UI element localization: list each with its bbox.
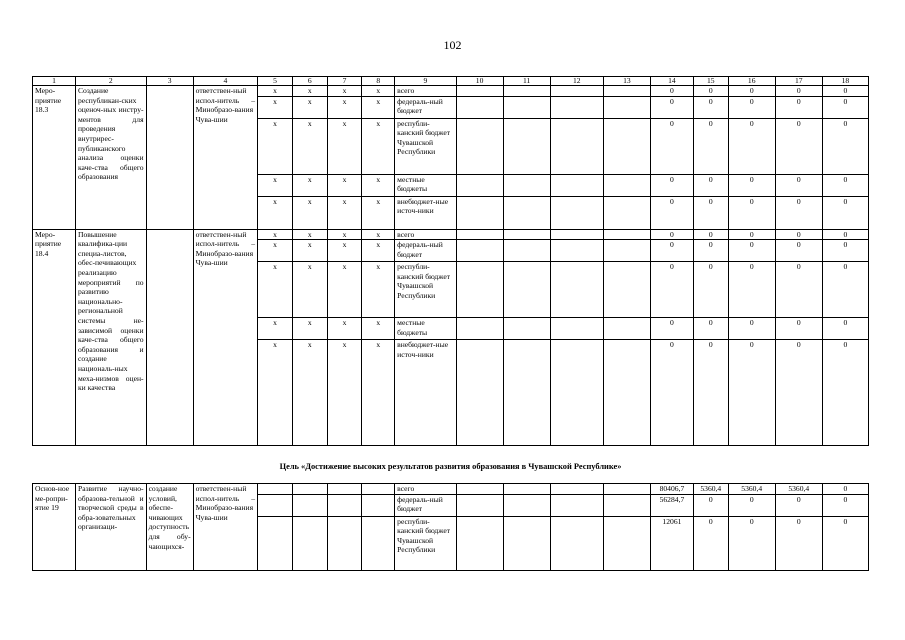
value-cell: 0 [693,174,728,196]
funding-source: федераль-ный бюджет [395,96,456,118]
header-row [33,77,869,86]
funding-source: местные бюджеты [395,174,456,196]
value-cell: 56284,7 [650,494,693,516]
x-mark: х [327,240,362,262]
x-mark: х [362,229,395,240]
value-cell: 12061 [650,516,693,570]
value-cell: 0 [728,196,775,229]
value-cell: 0 [728,96,775,118]
x-mark: х [292,340,327,446]
budget-table-top [32,76,869,446]
value-cell: 0 [822,229,868,240]
x-mark: х [327,229,362,240]
value-cell: 0 [775,318,822,340]
value-cell: 0 [822,174,868,196]
x-mark: х [362,340,395,446]
value-cell: 0 [775,96,822,118]
value-cell: 0 [728,494,775,516]
value-cell: 0 [728,240,775,262]
value-cell: 0 [728,86,775,97]
value-cell: 5360,4 [775,484,822,495]
x-mark: х [362,318,395,340]
x-mark: х [327,86,362,97]
funding-source: местные бюджеты [395,318,456,340]
x-mark: х [258,174,293,196]
col-header: 7 [327,77,362,86]
value-cell: 0 [693,240,728,262]
value-cell: 0 [693,340,728,446]
funding-source: всего [395,86,456,97]
value-cell: 0 [775,494,822,516]
value-cell: 0 [775,86,822,97]
activity-name: Развитие научно-образова-тельной и творческой среды в обра-зовательных организаци- [75,484,146,571]
x-mark: х [258,118,293,174]
x-mark: х [292,229,327,240]
col-header: 18 [822,77,868,86]
value-cell: 0 [693,262,728,318]
col-header: 16 [728,77,775,86]
value-cell: 5360,4 [728,484,775,495]
value-cell: 0 [693,86,728,97]
x-mark: х [292,196,327,229]
value-cell: 5360,4 [693,484,728,495]
value-cell: 0 [822,516,868,570]
value-cell: 0 [775,174,822,196]
value-cell: 0 [650,340,693,446]
value-cell: 0 [822,118,868,174]
value-cell: 0 [775,118,822,174]
empty-cell [146,229,193,446]
table-row [33,86,869,97]
x-mark: х [258,240,293,262]
x-mark: х [292,174,327,196]
funding-source: всего [395,229,456,240]
table-row [33,484,869,495]
funding-source: республи-канский бюджет Чувашской Республики [395,118,456,174]
value-cell: 0 [822,340,868,446]
value-cell: 0 [693,118,728,174]
goal-heading: Цель «Достижение высоких результатов развития образования в Чувашской Республике» [279,462,622,471]
value-cell: 0 [822,318,868,340]
funding-source: республи-канский бюджет Чувашской Республики [395,516,456,570]
funding-source: внебюджет-ные источ-ники [395,340,456,446]
x-mark: х [258,262,293,318]
value-cell: 0 [822,484,868,495]
x-mark: х [362,262,395,318]
value-cell: 0 [650,229,693,240]
value-cell: 0 [775,229,822,240]
value-cell: 0 [693,318,728,340]
x-mark: х [292,262,327,318]
value-cell: 0 [822,262,868,318]
x-mark: х [362,174,395,196]
value-cell: 80406,7 [650,484,693,495]
responsible-executor: ответствен-ный испол-нитель – Минобразо-вания Чува-шии [193,484,257,571]
value-cell: 0 [822,196,868,229]
value-cell: 0 [728,229,775,240]
col-header: 12 [550,77,603,86]
x-mark: х [292,86,327,97]
value-cell: 0 [650,86,693,97]
activity-name: Повышение квалифика-ции специа-листов, обес-печивающих реализацию мероприятий по развитию национально-региональной системы не-зависимой оценки каче-ства общего образования и создание националь-ных меха-низмов оцен-ки качества [75,229,146,446]
responsible-executor: ответствен-ный испол-нитель – Минобразо-вания Чува-шии [193,86,257,230]
activity-label: Основ-ное ме-ропри-ятие 19 [33,484,76,571]
x-mark: х [362,96,395,118]
value-cell: 0 [650,240,693,262]
value-cell: 0 [775,240,822,262]
table-row [33,229,869,240]
value-cell: 0 [822,494,868,516]
col-header: 5 [258,77,293,86]
x-mark: х [258,340,293,446]
value-cell: 0 [650,118,693,174]
x-mark: х [362,196,395,229]
x-mark: х [327,174,362,196]
x-mark: х [292,318,327,340]
value-cell: 0 [728,118,775,174]
x-mark: х [258,318,293,340]
value-cell: 0 [728,262,775,318]
x-mark: х [327,262,362,318]
value-cell: 0 [822,86,868,97]
empty-cell [146,86,193,230]
value-cell: 0 [650,262,693,318]
col-header: 8 [362,77,395,86]
x-mark: х [292,96,327,118]
funding-source: внебюджет-ные источ-ники [395,196,456,229]
value-cell: 0 [775,340,822,446]
value-cell: 0 [775,196,822,229]
value-cell: 0 [693,229,728,240]
value-cell: 0 [693,96,728,118]
activity-name: Создание республикан-ских оценоч-ных инстру-ментов для проведения внутрирес-публиканского анализа оценки каче-ства общего образования [75,86,146,230]
budget-table-bottom [32,483,869,571]
value-cell: 0 [693,516,728,570]
col-header: 1 [33,77,76,86]
value-cell: 0 [728,516,775,570]
value-cell: 0 [650,174,693,196]
col-header: 13 [603,77,650,86]
value-cell: 0 [822,96,868,118]
value-cell: 0 [693,196,728,229]
x-mark: х [292,118,327,174]
col-header: 15 [693,77,728,86]
x-mark: х [327,318,362,340]
activity-label: Меро-приятие 18.4 [33,229,76,446]
x-mark: х [362,86,395,97]
col-header: 6 [292,77,327,86]
value-cell: 0 [693,494,728,516]
x-mark: х [258,86,293,97]
value-cell: 0 [822,240,868,262]
x-mark: х [258,96,293,118]
col-header: 10 [456,77,503,86]
x-mark: х [327,118,362,174]
col-header: 4 [193,77,257,86]
x-mark: х [327,340,362,446]
col-header: 9 [395,77,456,86]
col-header: 11 [503,77,550,86]
value-cell: 0 [650,96,693,118]
col-header: 2 [75,77,146,86]
funding-source: федераль-ный бюджет [395,240,456,262]
value-cell: 0 [728,318,775,340]
x-mark: х [292,240,327,262]
activity-purpose: создание условий, обеспе-чивающих доступность для обу-чающихся- [146,484,193,571]
x-mark: х [258,196,293,229]
value-cell: 0 [775,262,822,318]
x-mark: х [258,229,293,240]
value-cell: 0 [728,174,775,196]
activity-label: Меро-приятие 18.3 [33,86,76,230]
x-mark: х [327,196,362,229]
col-header: 3 [146,77,193,86]
value-cell: 0 [650,318,693,340]
funding-source: республи-канский бюджет Чувашской Республики [395,262,456,318]
funding-source: федераль-ный бюджет [395,494,456,516]
value-cell: 0 [775,516,822,570]
col-header: 17 [775,77,822,86]
funding-source: всего [395,484,456,495]
page-number: 102 [443,38,462,52]
responsible-executor: ответствен-ный испол-нитель – Минобразо-вания Чува-шии [193,229,257,446]
x-mark: х [362,118,395,174]
value-cell: 0 [650,196,693,229]
x-mark: х [362,240,395,262]
col-header: 14 [650,77,693,86]
value-cell: 0 [728,340,775,446]
x-mark: х [327,96,362,118]
